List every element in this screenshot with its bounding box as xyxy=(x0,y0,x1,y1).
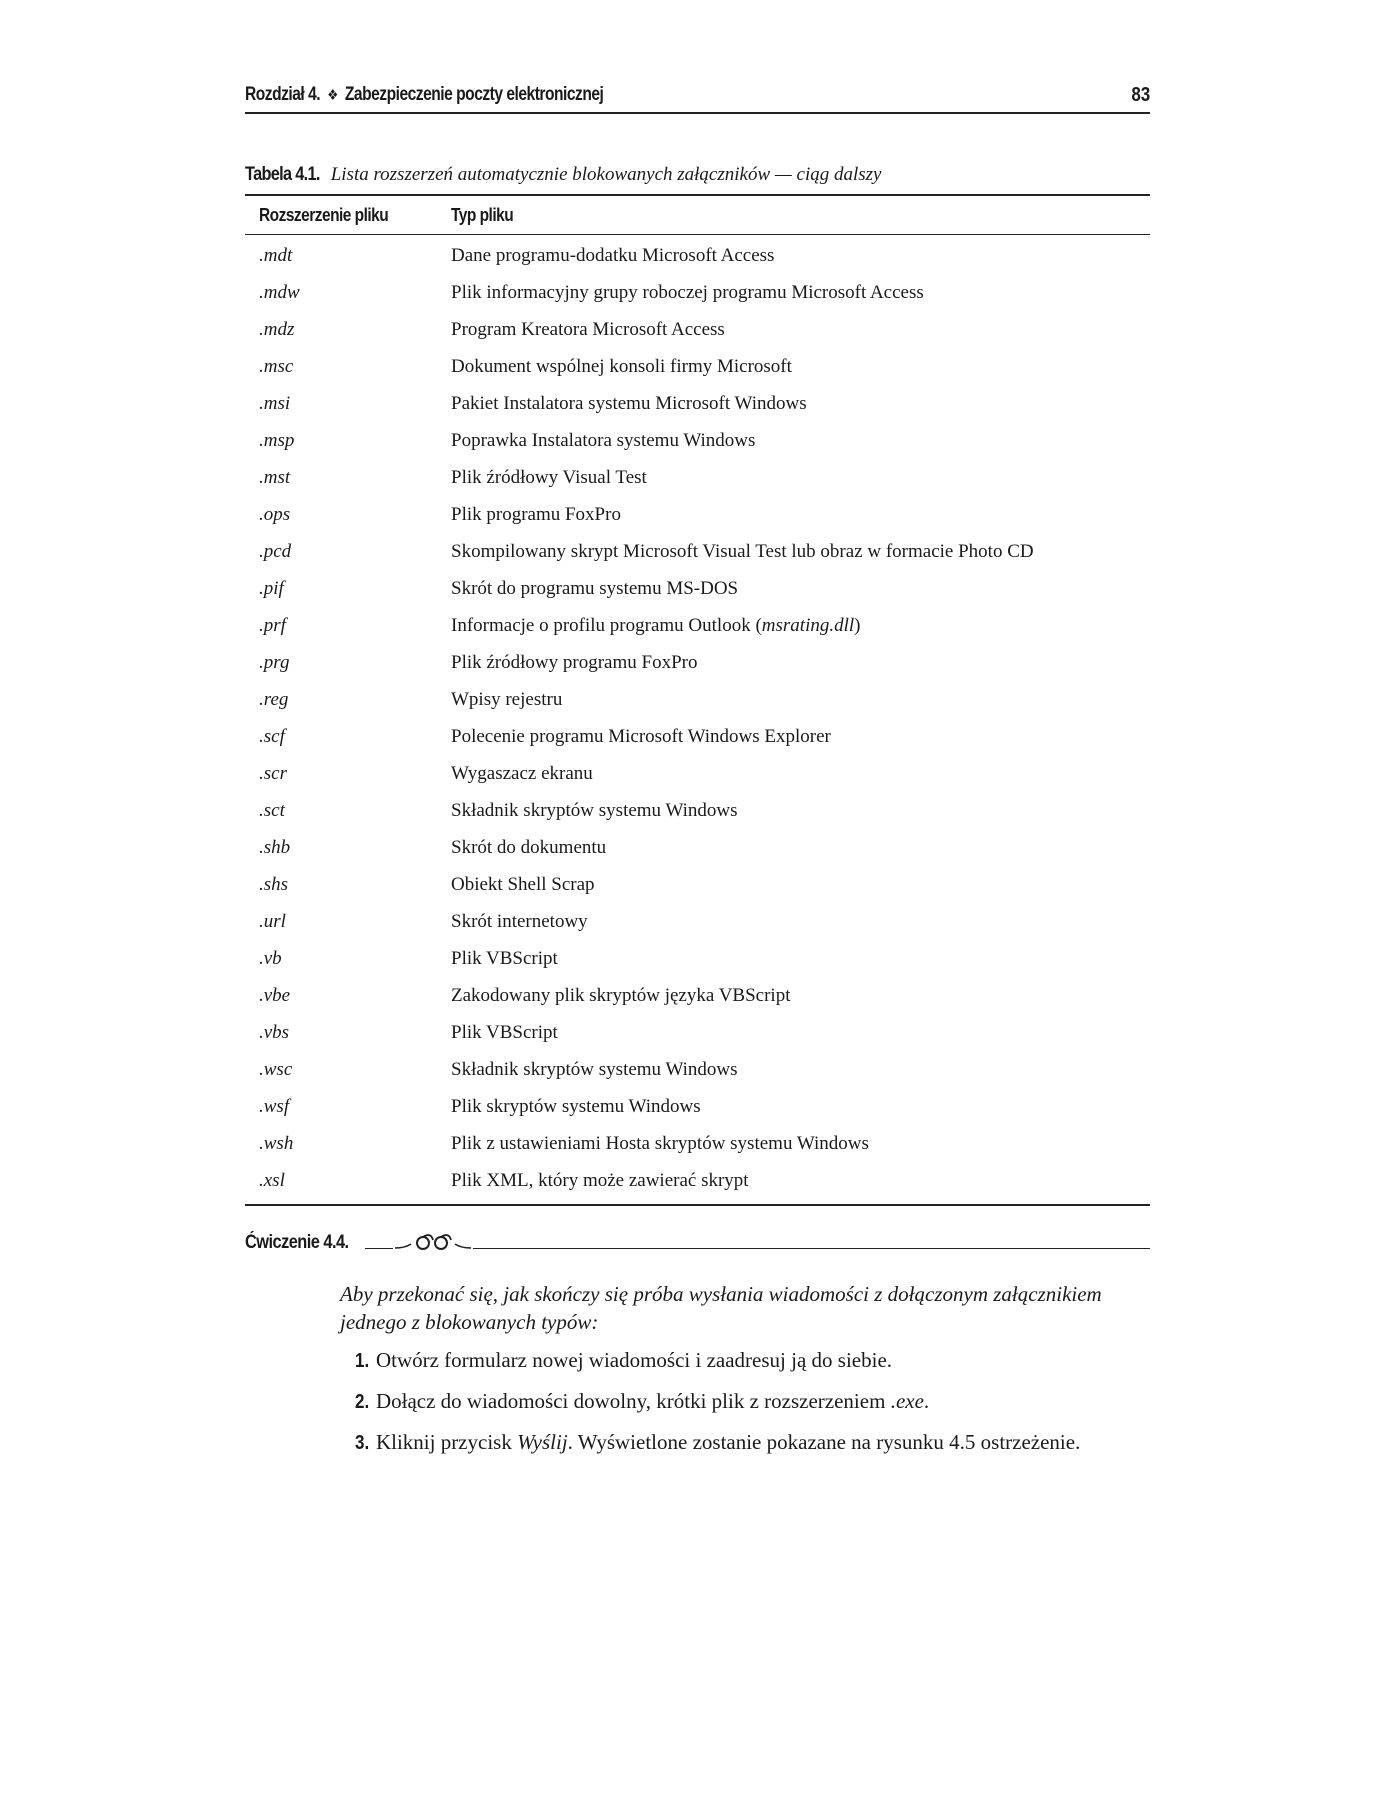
extension-cell: .mdw xyxy=(259,282,300,303)
step-text-after: . xyxy=(923,1389,930,1413)
file-type-text: Dokument wspólnej konsoli firmy Microsoft xyxy=(451,356,792,377)
table-row xyxy=(245,868,1150,905)
table-row xyxy=(245,831,1150,868)
step-text: Otwórz formularz nowej wiadomości i zaadresuj ją do siebie. xyxy=(375,1348,893,1372)
extension-cell: .scf xyxy=(259,726,285,747)
extension-cell: .msc xyxy=(259,356,294,377)
table-row xyxy=(245,276,1150,313)
chapter-title: Zabezpieczenie poczty elektronicznej xyxy=(344,84,604,105)
file-type-cell xyxy=(451,948,558,970)
file-type-cell xyxy=(451,615,860,637)
extension-cell: .pif xyxy=(259,578,284,599)
file-type-cell xyxy=(451,319,725,341)
extension-cell: .mdz xyxy=(259,319,295,340)
column-header-file-type: Typ pliku xyxy=(451,205,514,225)
file-type-text: Skrót do dokumentu xyxy=(451,837,607,858)
file-type-text: Wpisy rejestru xyxy=(451,689,563,710)
table-row xyxy=(245,646,1150,683)
exercise-label: Ćwiczenie 4.4. xyxy=(245,1232,349,1253)
step-number: 3. xyxy=(355,1432,370,1454)
file-type-text: Obiekt Shell Scrap xyxy=(451,874,595,895)
file-type-cell xyxy=(451,985,791,1007)
extension-cell: .reg xyxy=(259,689,289,710)
file-type-text: Plik VBScript xyxy=(451,948,558,969)
table-row xyxy=(245,720,1150,757)
file-type-text: Skompilowany skrypt Microsoft Visual Test lub obraz w formacie Photo CD xyxy=(451,541,1034,562)
file-type-text: Plik skryptów systemu Windows xyxy=(451,1096,701,1117)
table-row xyxy=(245,498,1150,535)
file-type-text: Pakiet Instalatora systemu Microsoft Windows xyxy=(451,393,807,414)
extension-cell: .msp xyxy=(259,430,295,451)
file-type-text: Plik z ustawieniami Hosta skryptów systemu Windows xyxy=(451,1133,869,1154)
file-type-text: Plik programu FoxPro xyxy=(451,504,621,525)
table-row xyxy=(245,1016,1150,1053)
extension-cell: .sct xyxy=(259,800,285,821)
extension-cell: .shs xyxy=(259,874,289,895)
file-type-cell xyxy=(451,911,588,933)
table-row xyxy=(245,757,1150,794)
extension-cell: .prf xyxy=(259,615,286,636)
file-type-cell xyxy=(451,874,595,896)
extension-cell: .wsc xyxy=(259,1059,293,1080)
file-type-cell xyxy=(451,1059,738,1081)
extension-cell: .ops xyxy=(259,504,291,525)
extension-cell: .scr xyxy=(259,763,287,784)
file-type-text: Plik informacyjny grupy roboczej programu Microsoft Access xyxy=(451,282,924,303)
file-type-cell xyxy=(451,652,697,674)
exercise-step xyxy=(355,1387,1150,1416)
running-header-title xyxy=(245,84,603,106)
extension-cell: .shb xyxy=(259,837,291,858)
diamond-separator-icon: ❖ xyxy=(327,87,338,104)
file-type-text: Plik źródłowy Visual Test xyxy=(451,467,647,488)
file-type-text: Wygaszacz ekranu xyxy=(451,763,593,784)
file-type-text: Dane programu-dodatku Microsoft Access xyxy=(451,245,775,266)
step-emphasis: .exe xyxy=(890,1389,924,1413)
extension-cell: .wsh xyxy=(259,1133,294,1154)
page-number: 83 xyxy=(1131,84,1150,106)
file-type-text: Informacje o profilu programu Outlook ( xyxy=(451,615,762,636)
file-type-text: Składnik skryptów systemu Windows xyxy=(451,800,738,821)
file-type-cell xyxy=(451,837,606,859)
extension-cell: .pcd xyxy=(259,541,292,562)
exercise-step xyxy=(355,1346,1150,1375)
table-row xyxy=(245,535,1150,572)
exercise-step xyxy=(355,1428,1150,1457)
file-type-text-after: ) xyxy=(854,615,861,636)
file-type-cell xyxy=(451,1022,558,1044)
extension-cell: .mst xyxy=(259,467,291,488)
file-type-emphasis: msrating.dll xyxy=(761,615,855,636)
table-row xyxy=(245,1053,1150,1090)
table-row xyxy=(245,1127,1150,1164)
table-row xyxy=(245,905,1150,942)
file-type-cell xyxy=(451,393,807,415)
column-header-extension: Rozszerzenie pliku xyxy=(259,205,389,225)
table-caption-label: Tabela 4.1. xyxy=(245,164,320,185)
table-caption xyxy=(245,164,882,186)
table-body xyxy=(245,235,1150,1204)
file-type-text: Polecenie programu Microsoft Windows Explorer xyxy=(451,726,831,747)
step-number: 1. xyxy=(355,1350,370,1372)
table-header-row xyxy=(245,196,1150,235)
file-type-text: Zakodowany plik skryptów języka VBScript xyxy=(451,985,791,1006)
table-row xyxy=(245,239,1150,276)
file-type-text: Plik VBScript xyxy=(451,1022,558,1043)
file-type-text: Program Kreatora Microsoft Access xyxy=(451,319,725,340)
table-row xyxy=(245,609,1150,646)
table-row xyxy=(245,794,1150,831)
table-row xyxy=(245,461,1150,498)
step-text-after: . Wyświetlone zostanie pokazane na rysunku 4.5 ostrzeżenie. xyxy=(567,1430,1081,1454)
step-text: Dołącz do wiadomości dowolny, krótki plik z rozszerzeniem xyxy=(375,1389,891,1413)
extension-cell: .vbs xyxy=(259,1022,290,1043)
file-type-text: Składnik skryptów systemu Windows xyxy=(451,1059,738,1080)
exercise-steps xyxy=(355,1346,1150,1469)
table-caption-text: Lista rozszerzeń automatycznie blokowanych załączników — ciąg dalszy xyxy=(330,164,882,185)
table-row xyxy=(245,387,1150,424)
file-type-text: Plik XML, który może zawierać skrypt xyxy=(451,1170,749,1191)
step-text: Kliknij przycisk xyxy=(375,1430,518,1454)
table-row xyxy=(245,1164,1150,1201)
file-type-cell xyxy=(451,763,593,785)
table-row xyxy=(245,424,1150,461)
extensions-table xyxy=(245,194,1150,1206)
file-type-cell xyxy=(451,356,792,378)
step-number: 2. xyxy=(355,1391,370,1413)
running-header xyxy=(245,84,1150,114)
extension-cell: .mdt xyxy=(259,245,293,266)
decorative-swirl-icon xyxy=(393,1232,473,1254)
file-type-cell xyxy=(451,430,755,452)
exercise-intro: Aby przekonać się, jak skończy się próba wysłania wiadomości z dołączonym załącznikiem jednego z blokowanych typów: xyxy=(340,1282,1102,1334)
step-emphasis: Wyślij xyxy=(517,1430,568,1454)
file-type-text: Skrót do programu systemu MS-DOS xyxy=(451,578,739,599)
table-row xyxy=(245,1090,1150,1127)
file-type-cell xyxy=(451,282,924,304)
file-type-cell xyxy=(451,1096,701,1118)
file-type-cell xyxy=(451,541,1034,563)
extension-cell: .prg xyxy=(259,652,290,673)
table-row xyxy=(245,979,1150,1016)
file-type-cell xyxy=(451,726,831,748)
file-type-cell xyxy=(451,1133,869,1155)
chapter-label: Rozdział 4. xyxy=(245,84,321,105)
file-type-cell xyxy=(451,800,738,822)
exercise-rule xyxy=(365,1248,1150,1249)
extension-cell: .wsf xyxy=(259,1096,290,1117)
file-type-cell xyxy=(451,467,647,489)
extension-cell: .url xyxy=(259,911,286,932)
file-type-cell xyxy=(451,504,621,526)
file-type-text: Poprawka Instalatora systemu Windows xyxy=(451,430,756,451)
exercise-heading xyxy=(245,1228,1150,1256)
file-type-cell xyxy=(451,245,774,267)
file-type-text: Skrót internetowy xyxy=(451,911,588,932)
table-row xyxy=(245,683,1150,720)
table-row xyxy=(245,572,1150,609)
file-type-cell xyxy=(451,578,738,600)
table-row xyxy=(245,313,1150,350)
table-row xyxy=(245,942,1150,979)
extension-cell: .vbe xyxy=(259,985,291,1006)
extension-cell: .xsl xyxy=(259,1170,285,1191)
extension-cell: .vb xyxy=(259,948,282,969)
file-type-cell xyxy=(451,1170,749,1192)
file-type-text: Plik źródłowy programu FoxPro xyxy=(451,652,698,673)
table-row xyxy=(245,350,1150,387)
file-type-cell xyxy=(451,689,562,711)
extension-cell: .msi xyxy=(259,393,291,414)
